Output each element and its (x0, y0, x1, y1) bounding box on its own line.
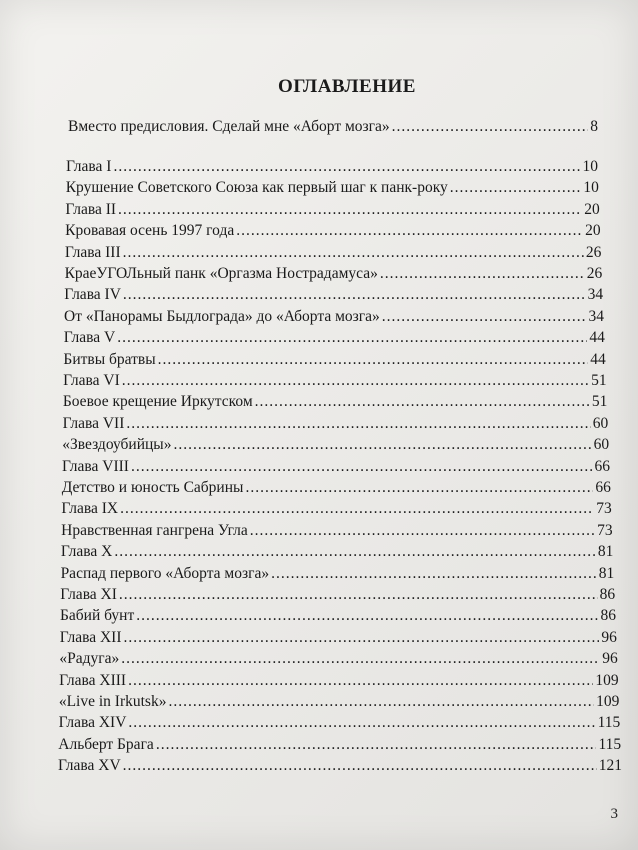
toc-entry (60, 629, 617, 651)
toc-leader-dots (250, 522, 595, 540)
toc-entry-page: 60 (592, 414, 609, 432)
toc-entry-label: Глава XIII (59, 671, 127, 689)
toc-entry-label: Глава I (66, 158, 112, 175)
toc-entry-page: 26 (585, 243, 602, 261)
toc-leader-dots (123, 757, 597, 775)
toc-leader-dots (136, 607, 598, 625)
toc-leader-dots (380, 265, 585, 283)
toc-entry (62, 479, 611, 501)
toc-entry-page: 86 (599, 586, 616, 603)
toc-entry (58, 757, 622, 779)
toc-entry-page: 34 (588, 307, 604, 325)
page-number: 3 (610, 806, 618, 822)
toc-leader-dots (128, 672, 593, 690)
toc-leader-dots (392, 118, 589, 136)
toc-entry-page: 73 (597, 521, 613, 539)
toc-leader-dots (168, 693, 594, 711)
toc-entry (63, 351, 605, 373)
toc-leader-dots (118, 201, 582, 219)
toc-entry-label: Глава V (63, 329, 116, 347)
toc-entry-label: Альберт Брага (58, 735, 154, 753)
toc-entry-label: Боевое крещение Иркутском (62, 393, 253, 411)
toc-entry-label: КраеУГОЛьный панк «Оргазма Нострадамуса» (64, 265, 378, 282)
toc-entry-label: Битвы братвы (63, 350, 156, 368)
toc-leader-dots (382, 308, 587, 326)
toc-entry (65, 265, 603, 287)
toc-entry-label: Глава XI (60, 586, 117, 603)
toc-entry-page: 10 (582, 158, 598, 175)
toc-entry (68, 118, 598, 140)
toc-entry-page: 121 (598, 757, 622, 775)
toc-entry-page: 66 (595, 479, 611, 496)
toc-leader-dots (124, 629, 600, 647)
toc-entry-page: 81 (598, 564, 615, 582)
toc-entry-page: 51 (591, 372, 607, 389)
toc-entry (59, 693, 620, 715)
toc-entry (61, 543, 614, 565)
toc-entry-label: Кровавая осень 1997 года (65, 222, 235, 240)
toc-entry-page: 34 (587, 286, 604, 304)
toc-leader-dots (255, 393, 590, 411)
toc-leader-dots (450, 179, 582, 197)
toc-leader-dots (117, 329, 587, 347)
toc-entry-label: Глава XIV (58, 714, 127, 732)
toc-entry-page: 96 (601, 628, 617, 646)
toc-entry (63, 372, 606, 394)
toc-entry-label: Глава VIII (62, 457, 129, 475)
toc-entry (66, 179, 599, 201)
toc-entry-label: Крушение Советского Союза как первый шаг к панк-року (65, 179, 448, 197)
toc-entry-label: Глава III (64, 243, 121, 261)
toc-entry-label: Глава VII (62, 414, 125, 432)
toc-leader-dots (122, 372, 589, 390)
toc-leader-dots (114, 543, 596, 561)
toc-entry-label: Глава IV (64, 286, 121, 304)
toc-entry-page: 96 (602, 650, 618, 668)
toc-entry (64, 308, 604, 330)
toc-entry-page: 20 (585, 222, 601, 240)
toc-entry (64, 329, 605, 351)
toc-leader-dots (173, 436, 591, 454)
toc-entry (60, 586, 615, 608)
toc-entry-label: «Звездоубийцы» (62, 436, 172, 454)
toc-entry-label: Нравственная гангрена Угла (61, 521, 248, 539)
toc-entry-label: Детство и юность Сабрины (61, 479, 244, 496)
toc-entry-label: От «Панорамы Быдлограда» до «Аборта мозга» (64, 307, 380, 325)
toc-entry (59, 714, 621, 736)
toc-entry-page: 44 (589, 329, 605, 347)
toc-entry (59, 672, 618, 694)
toc-entry (61, 500, 611, 522)
toc-entry (64, 286, 603, 308)
toc-entry-label: Распад первого «Аборта мозга» (60, 564, 270, 582)
page-title: ОГЛАВЛЕНИЕ (278, 76, 416, 97)
toc-entry-page: 26 (586, 265, 603, 282)
toc-entry-label: «Live in Irkutsk» (58, 693, 167, 710)
toc-entry (58, 736, 621, 758)
toc-leader-dots (123, 244, 584, 262)
toc-entry-page: 81 (597, 543, 614, 561)
toc-entry-page: 115 (597, 714, 621, 732)
toc-entry (62, 458, 610, 480)
toc-entry (65, 222, 600, 244)
toc-entry-page: 73 (596, 500, 612, 518)
toc-entry-label: Глава II (65, 200, 117, 218)
toc-leader-dots (158, 351, 589, 369)
toc-entry-page: 60 (593, 436, 610, 454)
toc-entry-page: 44 (590, 350, 606, 368)
toc-entry-page: 66 (594, 457, 610, 475)
toc-entry-page: 109 (596, 693, 620, 710)
toc-entry (65, 201, 599, 223)
toc-leader-dots (128, 714, 595, 732)
toc-entry (62, 436, 609, 458)
toc-entry (61, 565, 615, 587)
toc-leader-dots (123, 286, 586, 304)
toc-entry-page: 86 (600, 607, 616, 625)
toc-leader-dots (120, 500, 594, 518)
toc-entry-label: Глава XV (58, 757, 121, 775)
toc-entry-label: Бабий бунт (60, 607, 135, 625)
toc-leader-dots (131, 458, 593, 476)
toc-entry-label: Глава X (60, 543, 113, 561)
toc-entry-label: Вместо предисловия. Сделай мне «Аборт мозга» (68, 118, 390, 135)
toc-entry (59, 650, 617, 672)
toc-entry-page: 8 (590, 118, 598, 135)
toc-entry-page: 10 (583, 179, 599, 197)
toc-entry (66, 158, 598, 180)
toc-entry-page: 109 (595, 671, 619, 689)
toc-entry (61, 522, 612, 544)
toc-entry-page: 51 (591, 393, 608, 411)
toc-entry-label: Глава VI (63, 372, 120, 389)
toc-leader-dots (156, 736, 597, 754)
toc-entry (63, 393, 608, 415)
toc-entry (63, 415, 609, 437)
toc-entry (65, 244, 602, 266)
toc-leader-dots (121, 650, 600, 668)
toc-entry-label: «Радуга» (59, 650, 120, 668)
toc-leader-dots (126, 415, 590, 433)
toc-entry-page: 115 (598, 735, 622, 753)
toc-leader-dots (119, 586, 598, 604)
toc-entry-page: 20 (584, 200, 600, 218)
toc-entry-label: Глава XII (59, 628, 122, 646)
toc-leader-dots (236, 222, 583, 240)
toc-leader-dots (271, 565, 597, 583)
toc-entry-label: Глава IX (61, 500, 119, 518)
toc-leader-dots (245, 479, 593, 497)
toc-leader-dots (113, 158, 580, 176)
toc-entry (60, 607, 616, 629)
